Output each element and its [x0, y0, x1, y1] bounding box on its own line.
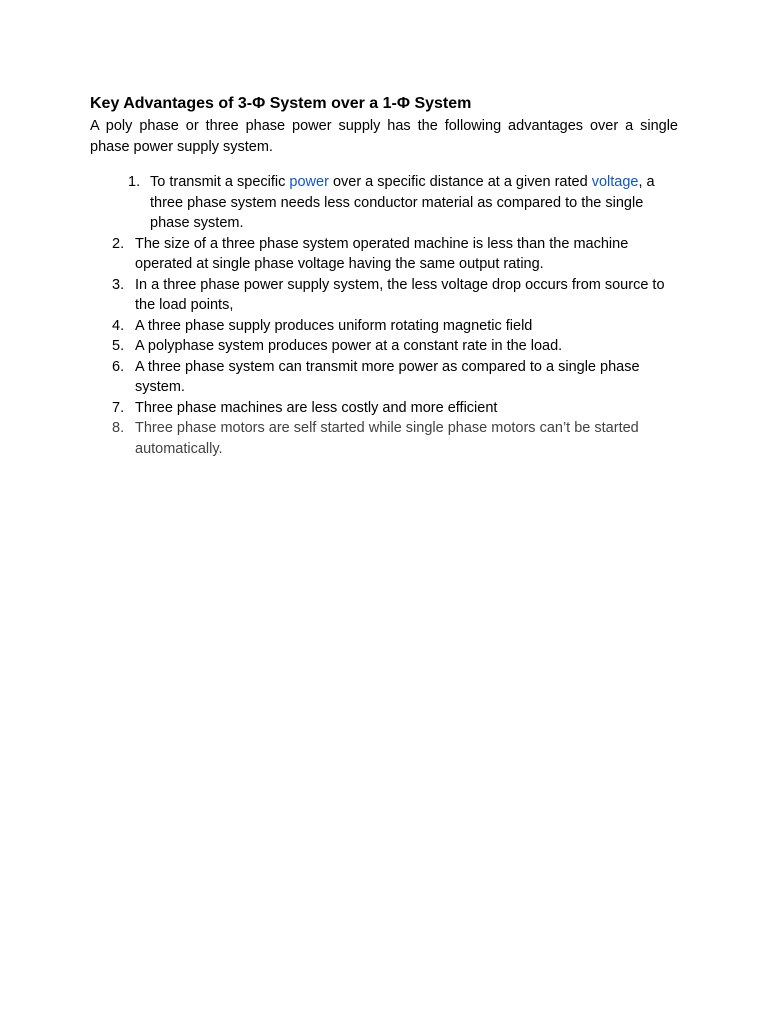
list-item-text: A polyphase system produces power at a constant rate in the load. — [135, 338, 563, 354]
list-item-text: , a three phase system needs less conductor material as compared to the single phase system. — [150, 174, 655, 231]
list-item — [90, 398, 678, 419]
list-item-number: 7. — [112, 399, 125, 416]
list-item-text: A three phase system can transmit more power as compared to a single phase system. — [135, 358, 640, 395]
voltage-link[interactable]: voltage — [591, 174, 639, 190]
intro-paragraph: A poly phase or three phase power supply has the following advantages over a single phase power supply system. — [90, 118, 678, 155]
list-item-number: 5. — [112, 338, 125, 354]
document-heading: Key Advantages of 3-Φ System over a 1-Φ System — [90, 95, 472, 112]
list-item-text: In a three phase power supply system, the less voltage drop occurs from source to the load points, — [135, 276, 665, 313]
list-item-number: 8. — [112, 420, 125, 436]
power-link[interactable]: power — [289, 174, 329, 190]
list-item-text: over a specific distance at a given rated — [328, 174, 592, 190]
list-item-number: 2. — [112, 235, 125, 252]
list-item — [90, 316, 678, 337]
list-item-text: To transmit a specific — [150, 174, 290, 190]
list-item-text: Three phase motors are self started while single phase motors can’t be started automatically. — [135, 420, 639, 457]
list-item — [90, 418, 678, 459]
list-item — [90, 234, 678, 275]
list-item — [90, 336, 678, 357]
advantages-list — [90, 172, 678, 459]
list-item-number: 4. — [112, 317, 125, 334]
list-item-number: 1. — [128, 174, 141, 190]
list-item — [90, 357, 678, 398]
list-item-text: The size of a three phase system operated machine is less than the machine operated at single phase voltage having the same output rating. — [135, 235, 629, 272]
document-page — [90, 94, 678, 459]
list-item-text: Three phase machines are less costly and more efficient — [135, 399, 498, 416]
list-item-number: 6. — [112, 358, 125, 375]
list-item — [90, 172, 678, 234]
list-item-number: 3. — [112, 276, 125, 293]
list-item — [90, 275, 678, 316]
list-item-text: A three phase supply produces uniform rotating magnetic field — [135, 317, 533, 334]
